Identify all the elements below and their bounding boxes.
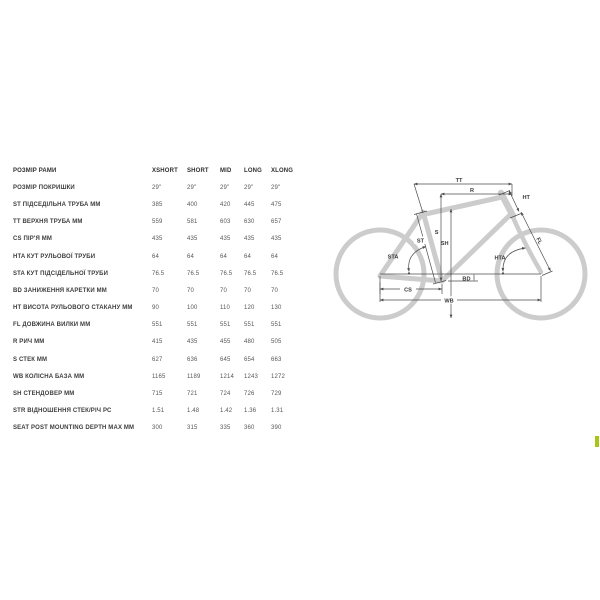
row-value: 76.5	[152, 270, 165, 277]
sh-label: SH	[440, 241, 449, 247]
row-value: 627	[152, 356, 163, 363]
row-value: 715	[152, 391, 163, 398]
head-tube	[501, 193, 513, 216]
row-label: STR ВІДНОШЕННЯ СТЕК/РІЧ РС	[13, 408, 112, 415]
chainstay-tube	[380, 276, 442, 281]
accent-bar	[595, 436, 599, 447]
row-value: 29"	[220, 184, 230, 191]
row-value: 726	[244, 391, 255, 398]
table-row	[13, 300, 301, 317]
row-value: 729	[271, 391, 282, 398]
top-tube	[421, 197, 502, 215]
row-value: 100	[187, 305, 198, 312]
table-row	[13, 214, 301, 231]
row-label: WB КОЛІСНА БАЗА ММ	[13, 373, 85, 380]
hta-vertex-dot	[502, 272, 504, 274]
fl-label: FL	[534, 236, 543, 246]
row-value: 64	[152, 253, 159, 260]
table-row	[13, 282, 301, 299]
row-value: 1.31	[271, 408, 284, 415]
row-value: 1.36	[244, 408, 257, 415]
row-value: 603	[220, 219, 231, 226]
geometry-table-body	[13, 162, 301, 437]
ht-label: HT	[522, 195, 530, 201]
table-row	[13, 385, 301, 402]
table-row	[13, 196, 301, 213]
table-row	[13, 420, 301, 437]
row-value: 551	[187, 322, 198, 329]
row-value: 435	[271, 236, 282, 243]
r-label: R	[469, 188, 475, 194]
row-value: 559	[152, 219, 163, 226]
row-value: 1165	[152, 373, 166, 380]
row-value: 315	[187, 425, 198, 432]
row-value: 630	[244, 219, 255, 226]
row-value: 64	[187, 253, 194, 260]
table-header-row	[13, 162, 301, 179]
row-label: R РИЧ ММ	[13, 339, 45, 346]
row-value: 1.48	[187, 408, 200, 415]
table-row	[13, 368, 301, 385]
row-value: 721	[187, 391, 198, 398]
row-value: 64	[244, 253, 251, 260]
row-value: 110	[220, 305, 231, 312]
st-label: ST	[416, 238, 425, 245]
row-value: 581	[187, 219, 198, 226]
row-value: 120	[244, 305, 255, 312]
row-label: S СТЕК ММ	[13, 356, 48, 363]
row-value: 551	[152, 322, 163, 329]
cs-label: CS	[404, 287, 412, 294]
row-value: 64	[220, 253, 227, 260]
row-label: CS ПІР'Я ММ	[13, 236, 53, 243]
row-value: 1243	[244, 373, 258, 380]
row-value: 475	[271, 201, 282, 208]
sta-vertex-dot	[408, 272, 410, 274]
row-value: 390	[271, 425, 282, 432]
row-label: STA КУТ ПІДСІДЕЛЬНОЇ ТРУБИ	[13, 270, 109, 277]
row-label: HTA КУТ РУЛЬОВОЇ ТРУБИ	[13, 253, 96, 260]
row-value: 435	[220, 236, 231, 243]
row-value: 335	[220, 425, 231, 432]
row-value: 1214	[220, 373, 234, 380]
row-label: SH СТЕНДОВЕР ММ	[13, 391, 75, 398]
row-value: 76.5	[187, 270, 200, 277]
hta-angle-arc	[503, 248, 526, 272]
row-value: 76.5	[271, 270, 284, 277]
column-header-mid: MID	[220, 167, 232, 174]
table-row	[13, 403, 301, 420]
row-value: 654	[244, 356, 255, 363]
s-label: S	[434, 230, 439, 236]
row-value: 90	[152, 305, 159, 312]
row-value: 64	[271, 253, 278, 260]
row-value: 435	[187, 236, 198, 243]
row-value: 385	[152, 201, 163, 208]
row-value: 1.42	[220, 408, 233, 415]
table-row	[13, 317, 301, 334]
row-value: 480	[244, 339, 255, 346]
column-header-xlong: XLONG	[271, 167, 294, 174]
tt-label: TT	[455, 178, 463, 184]
bike-geometry-diagram	[328, 148, 600, 332]
row-label: TT ВЕРХНЯ ТРУБА ММ	[13, 219, 83, 226]
row-value: 435	[152, 236, 163, 243]
column-header-long: LONG	[244, 167, 262, 174]
row-value: 29"	[271, 184, 281, 191]
row-value: 70	[220, 287, 227, 294]
row-value: 645	[220, 356, 231, 363]
row-value: 76.5	[244, 270, 257, 277]
row-value: 1189	[187, 373, 201, 380]
table-row	[13, 231, 301, 248]
row-value: 505	[271, 339, 282, 346]
row-label: FL ДОВЖИНА ВИЛКИ ММ	[13, 322, 91, 329]
row-value: 300	[152, 425, 163, 432]
table-row	[13, 179, 301, 196]
row-value: 400	[187, 201, 198, 208]
row-label: SEAT POST MOUNTING DEPTH MAX ММ	[13, 425, 135, 432]
row-value: 636	[187, 356, 198, 363]
row-value: 551	[271, 322, 282, 329]
row-value: 551	[244, 322, 255, 329]
bd-label: BD	[462, 276, 471, 283]
table-row	[13, 265, 301, 282]
seat-axis-extension	[414, 184, 423, 213]
row-value: 1272	[271, 373, 285, 380]
row-value: 1.51	[152, 408, 165, 415]
table-row	[13, 334, 301, 351]
row-label: ST ПІДСЕДІЛЬНА ТРУБА ММ	[13, 201, 101, 208]
row-value: 76.5	[220, 270, 233, 277]
column-header-xshort: XSHORT	[152, 167, 178, 174]
row-value: 415	[152, 339, 163, 346]
row-value: 29"	[152, 184, 162, 191]
row-value: 435	[244, 236, 255, 243]
row-label: РОЗМІР ПОКРИШКИ	[13, 184, 75, 191]
row-value: 455	[220, 339, 231, 346]
table-row	[13, 248, 301, 265]
fl-tick-bottom	[542, 271, 553, 276]
row-value: 445	[244, 201, 255, 208]
row-value: 70	[271, 287, 278, 294]
wb-label: WB	[444, 298, 454, 305]
row-value: 29"	[244, 184, 254, 191]
sta-label: STA	[387, 254, 399, 261]
table-row	[13, 351, 301, 368]
row-value: 70	[152, 287, 159, 294]
row-value: 724	[220, 391, 231, 398]
row-value: 663	[271, 356, 282, 363]
row-value: 70	[244, 287, 251, 294]
row-label: HT ВИСОТА РУЛЬОВОГО СТАКАНУ ММ	[13, 305, 133, 312]
down-tube	[442, 215, 510, 281]
row-value: 420	[220, 201, 231, 208]
row-value: 435	[187, 339, 198, 346]
hta-label: HTA	[494, 255, 506, 262]
row-value: 551	[220, 322, 231, 329]
row-value: 360	[244, 425, 255, 432]
row-value: 657	[271, 219, 282, 226]
table-header-label: РОЗМІР РАМИ	[13, 167, 57, 174]
geometry-table	[13, 162, 301, 437]
row-label: BD ЗАНИЖЕННЯ КАРЕТКИ ММ	[13, 287, 107, 294]
row-value: 29"	[187, 184, 197, 191]
column-header-short: SHORT	[187, 167, 209, 174]
row-value: 70	[187, 287, 194, 294]
row-value: 130	[271, 305, 282, 312]
